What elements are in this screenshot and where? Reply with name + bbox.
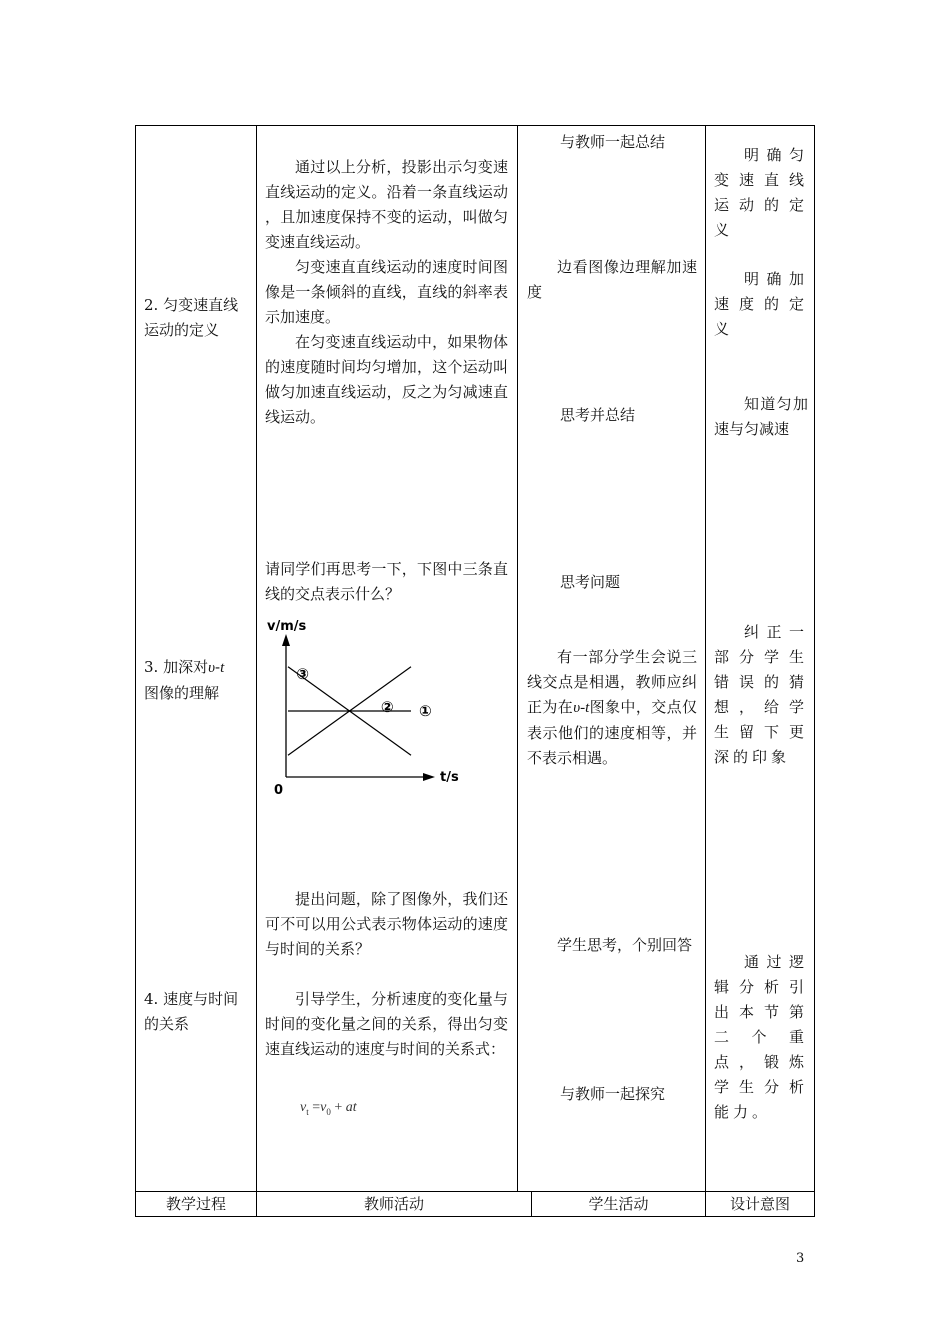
series-label: ① bbox=[419, 702, 432, 720]
header-teaching-process: 教学过程 bbox=[165, 1195, 226, 1213]
design-intent-text: 明确匀变速直线运动的定义 bbox=[714, 146, 808, 239]
column-divider bbox=[705, 125, 706, 1217]
y-axis-arrow bbox=[282, 634, 290, 646]
student-text-part: 图象中，交点仅表示他们的速度相等，并不表示相遇。 bbox=[527, 698, 697, 767]
student-activity-text: 学生思考，个别回答 bbox=[557, 936, 693, 954]
time-symbol: t bbox=[220, 660, 225, 676]
page-number: 3 bbox=[796, 1251, 805, 1266]
design-intent-text: 通过逻辑分析引出本节第二个重点，锻炼学生分析能力。 bbox=[714, 953, 808, 1121]
x-axis-arrow bbox=[423, 773, 435, 781]
student-activity-text: 与教师一起总结 bbox=[560, 133, 666, 151]
formula-at: at bbox=[345, 1100, 357, 1115]
column-divider bbox=[517, 125, 518, 1191]
teacher-activity-paragraph: 提出问题，除了图像外，我们还可不可以用公式表示物体运动的速度与时间的关系？ bbox=[265, 890, 508, 958]
student-activity-text: 边看图像边理解加速度 bbox=[527, 258, 697, 301]
velocity-time-formula bbox=[300, 1100, 357, 1117]
series-label: ③ bbox=[296, 664, 310, 683]
math-separator: - bbox=[214, 658, 221, 676]
design-intent-text: 明确加速度的定义 bbox=[714, 270, 808, 338]
origin-label: 0 bbox=[274, 783, 284, 798]
section-label: 4. 速度与时间的关系 bbox=[144, 990, 239, 1033]
teacher-activity-paragraph: 匀变速直直线运动的速度时间图像是一条倾斜的直线，直线的斜率表示加速度。 bbox=[265, 258, 508, 326]
header-student-activity: 学生活动 bbox=[588, 1195, 649, 1213]
series-label: ② bbox=[380, 697, 394, 716]
vt-symbol: υ-t bbox=[573, 700, 590, 716]
student-activity-text: 与教师一起探究 bbox=[560, 1085, 666, 1103]
student-text-part: 有一部分学生会说三线交点是相遇，教师应纠正为在 bbox=[527, 648, 697, 716]
header-teacher-activity: 教师活动 bbox=[363, 1195, 424, 1213]
formula-plus: + bbox=[334, 1100, 343, 1115]
velocity-symbol: υ bbox=[208, 660, 215, 676]
series-layer bbox=[288, 665, 432, 755]
design-intent-text: 纠正一部分学生错误的猜想，给学生留下更深的印象 bbox=[714, 623, 808, 766]
column-divider bbox=[256, 125, 257, 1217]
teacher-activity-paragraph: 引导学生，分析速度的变化量与时间的变化量之间的关系，得出匀变速直线运动的速度与时间的关系式： bbox=[265, 990, 508, 1058]
y-axis-label: v/m/s bbox=[267, 619, 307, 634]
section-label bbox=[144, 655, 254, 706]
formula-sub-t: t bbox=[306, 1106, 309, 1117]
formula-equals: = bbox=[312, 1100, 321, 1115]
section-label-suffix: 图像的理解 bbox=[144, 684, 220, 702]
section-label: 2. 匀变速直线运动的定义 bbox=[144, 296, 239, 339]
student-activity-text: 思考并总结 bbox=[560, 406, 636, 424]
header-design-intent: 设计意图 bbox=[729, 1195, 790, 1213]
student-activity-text: 思考问题 bbox=[560, 573, 621, 591]
teacher-question: 请同学们再思考一下，下图中三条直线的交点表示什么？ bbox=[265, 560, 508, 603]
velocity-time-graph bbox=[260, 610, 480, 800]
formula-v: v bbox=[300, 1100, 307, 1115]
section-label-prefix: 3. 加深对 bbox=[144, 658, 209, 676]
x-axis-label: t/s bbox=[440, 770, 459, 785]
teacher-activity-paragraph: 通过以上分析，投影出示匀变速直线运动的定义。沿着一条直线运动 ，且加速度保持不变的运动，叫做匀变速直线运动。 bbox=[265, 158, 508, 251]
design-intent-text: 知道匀加速与匀减速 bbox=[714, 395, 808, 438]
formula-sub-0: 0 bbox=[326, 1106, 331, 1117]
teacher-activity-paragraph: 在匀变速直线运动中，如果物体的速度随时间均匀增加，这个运动叫做匀加速直线运动，反之为匀减速直线运动。 bbox=[265, 333, 508, 426]
student-activity-text bbox=[527, 645, 697, 771]
formula-v0: v bbox=[320, 1100, 327, 1115]
